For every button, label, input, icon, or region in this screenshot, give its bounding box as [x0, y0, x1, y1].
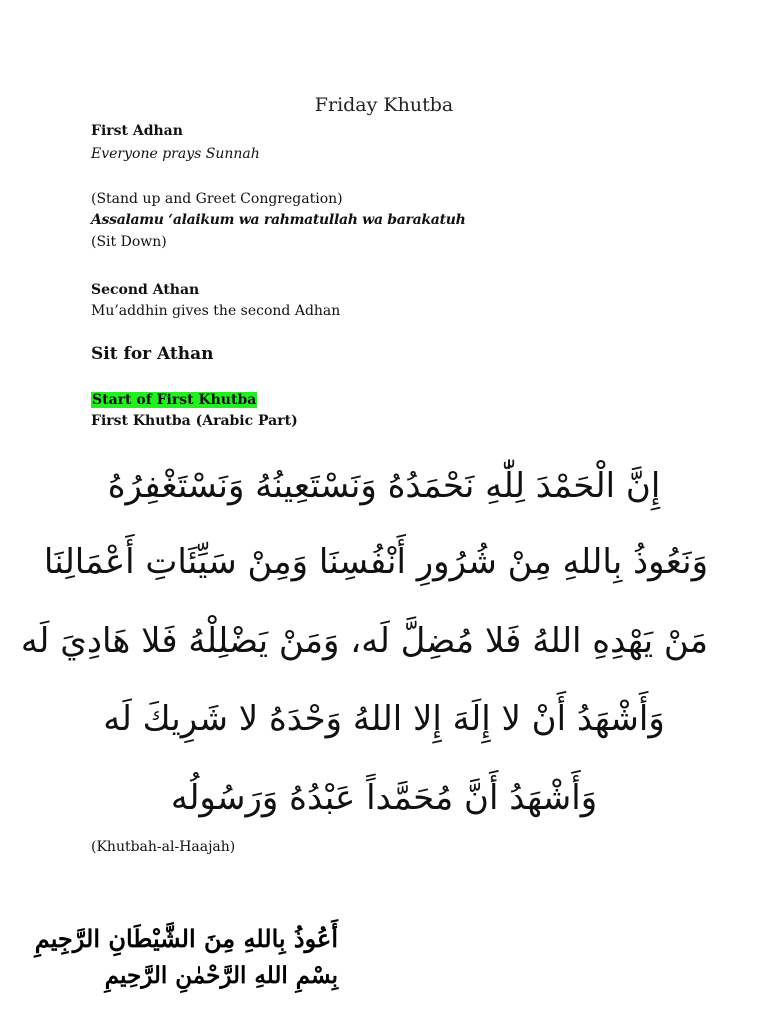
basmala-calligraphy: بِسْمِ اللهِ الرَّحْمٰنِ الرَّحِيمِ	[104, 962, 338, 989]
sit-for-athan-heading: Sit for Athan	[91, 344, 214, 364]
arabic-line-5: وَأَشْهَدُ أَنَّ مُحَمَّداً عَبْدُهُ وَرَسُولُه	[170, 778, 598, 818]
arabic-line-3: مَنْ يَهْدِهِ اللهُ فَلا مُضِلَّ لَه، وَمَنْ يَضْلِلْهُ فَلا هَادِيَ لَه	[20, 621, 708, 661]
first-khutba-heading: First Khutba (Arabic Part)	[91, 413, 298, 429]
start-first-khutba-marker	[91, 391, 257, 409]
sit-instruction: (Sit Down)	[91, 234, 167, 250]
highlighted-label: Start of First Khutba	[92, 392, 257, 408]
taawwudh-calligraphy: أَعُوذُ بِاللهِ مِنَ الشَّيْطَانِ الرَّجِيمِ	[34, 924, 338, 953]
page-title: Friday Khutba	[314, 94, 454, 116]
second-athan-note: Mu’addhin gives the second Adhan	[91, 303, 341, 319]
salam-text: Assalamu ‘alaikum wa rahmatullah wa barakatuh	[91, 212, 466, 228]
khutbah-caption: (Khutbah-al-Haajah)	[91, 839, 236, 855]
first-adhan-heading: First Adhan	[91, 123, 183, 139]
stand-instruction: (Stand up and Greet Congregation)	[91, 191, 343, 207]
arabic-line-4: وَأَشْهَدُ أَنْ لا إِلَهَ إِلا اللهُ وَحْدَهُ لا شَرِيكَ لَه	[103, 699, 665, 739]
arabic-line-2: وَنَعُوذُ بِاللهِ مِنْ شُرُورِ أَنْفُسِنَا وَمِنْ سَيِّئَاتِ أَعْمَالِنَا	[43, 542, 708, 582]
first-adhan-note: Everyone prays Sunnah	[91, 146, 260, 162]
arabic-line-1: إِنَّ الْحَمْدَ لِلّٰهِ نَحْمَدُهُ وَنَسْتَعِينُهُ وَنَسْتَغْفِرُهُ	[107, 466, 661, 506]
second-athan-heading: Second Athan	[91, 282, 200, 298]
